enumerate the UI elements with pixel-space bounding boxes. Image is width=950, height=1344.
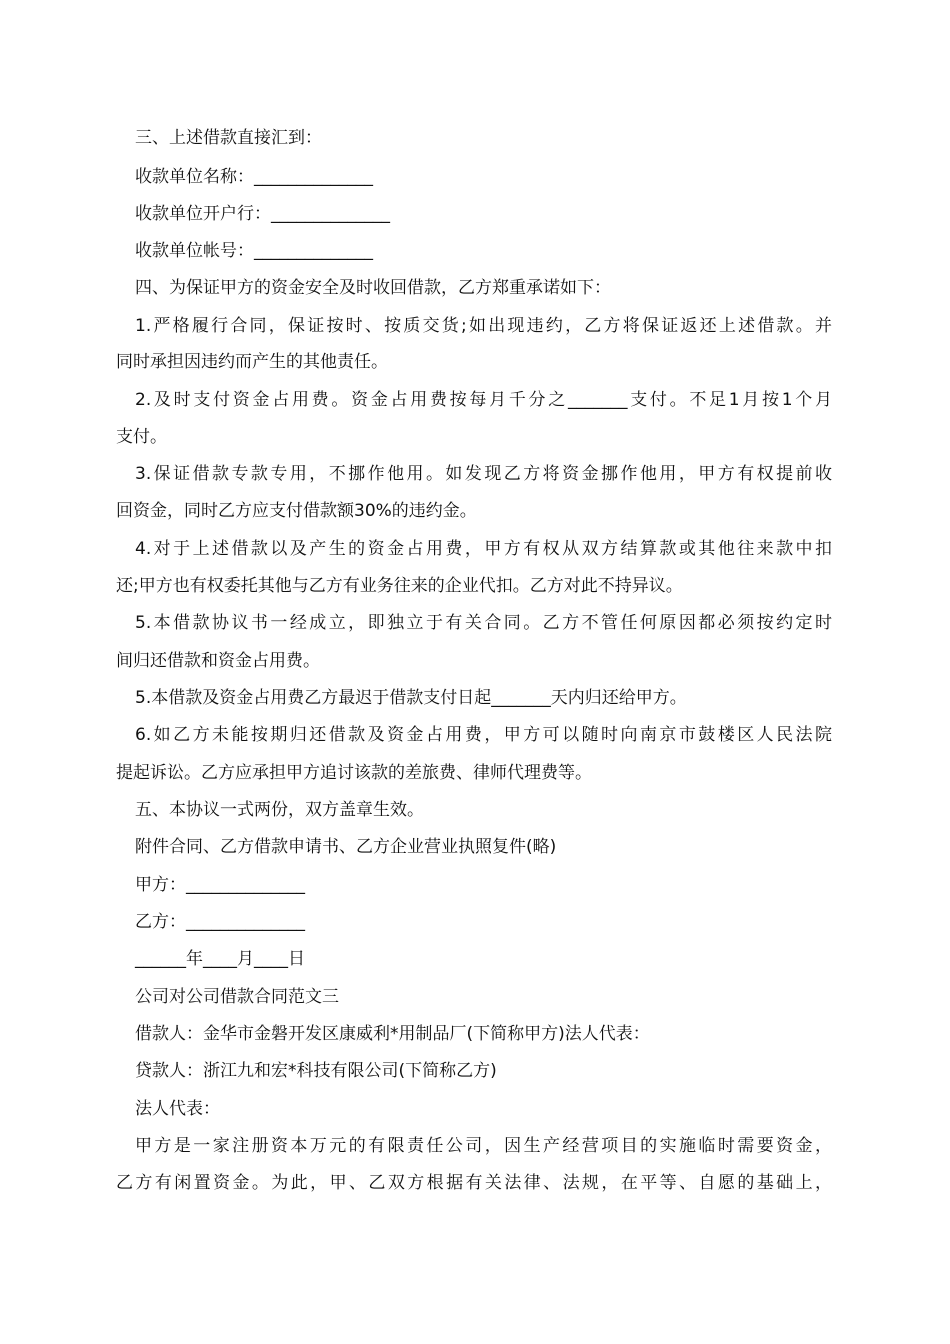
borrower-line: 借款人：金华市金磐开发区康威利*用制品厂(下简称甲方)法人代表： [135,1024,650,1044]
clause-1-line-1: 1.严格履行合同，保证按时、按质交货;如出现违约，乙方将保证返还上述借款。并 [135,316,832,336]
clause-3-line-1: 3.保证借款专款专用，不挪作他用。如发现乙方将资金挪作他用，甲方有权提前收 [135,464,832,484]
preamble-line-2: 乙方有闲置资金。为此，甲、乙双方根据有关法律、法规，在平等、自愿的基础上， [116,1173,832,1193]
clause-6-line-1: 6.如乙方未能按期归还借款及资金占用费，甲方可以随时向南京市鼓楼区人民法院 [135,725,832,745]
section-five-heading: 五、本协议一式两份，双方盖章生效。 [135,800,424,820]
section-four-heading: 四、为保证甲方的资金安全及时收回借款，乙方郑重承诺如下： [135,278,611,298]
attachments-line: 附件合同、乙方借款申请书、乙方企业营业执照复件(略) [135,837,557,857]
party-a-signature-line: 甲方：______________ [135,875,305,895]
clause-5b-line: 5.本借款及资金占用费乙方最迟于借款支付日起_______天内归还给甲方。 [135,688,687,708]
clause-6-line-2: 提起诉讼。乙方应承担甲方追讨该款的差旅费、律师代理费等。 [116,763,592,783]
section-three-heading: 三、上述借款直接汇到： [135,128,322,148]
payee-account-line: 收款单位帐号：______________ [135,241,373,261]
party-b-signature-line: 乙方：______________ [135,912,305,932]
clause-5-line-2: 间归还借款和资金占用费。 [116,651,320,671]
clause-4-line-1: 4.对于上述借款以及产生的资金占用费，甲方有权从双方结算款或其他往来款中扣 [135,539,832,559]
clause-1-line-2: 同时承担因违约而产生的其他责任。 [116,352,388,372]
clause-2-line-2: 支付。 [116,427,167,447]
lender-line: 贷款人：浙江九和宏*科技有限公司(下简称乙方) [135,1061,497,1081]
payee-bank-line: 收款单位开户行：______________ [135,204,390,224]
clause-4-line-2: 还;甲方也有权委托其他与乙方有业务往来的企业代扣。乙方对此不持异议。 [116,576,683,596]
date-line: ______年____月____日 [135,949,305,969]
legal-rep-line: 法人代表： [135,1099,220,1119]
preamble-line-1: 甲方是一家注册资本万元的有限责任公司，因生产经营项目的实施临时需要资金， [135,1136,832,1156]
payee-name-line: 收款单位名称：______________ [135,167,373,187]
clause-3-line-2: 回资金，同时乙方应支付借款额30%的违约金。 [116,501,477,521]
clause-5-line-1: 5.本借款协议书一经成立，即独立于有关合同。乙方不管任何原因都必须按约定时 [135,613,832,633]
clause-2-line-1: 2.及时支付资金占用费。资金占用费按每月千分之_______支付。不足1月按1个月 [135,390,832,410]
sample-three-title: 公司对公司借款合同范文三 [135,987,339,1007]
